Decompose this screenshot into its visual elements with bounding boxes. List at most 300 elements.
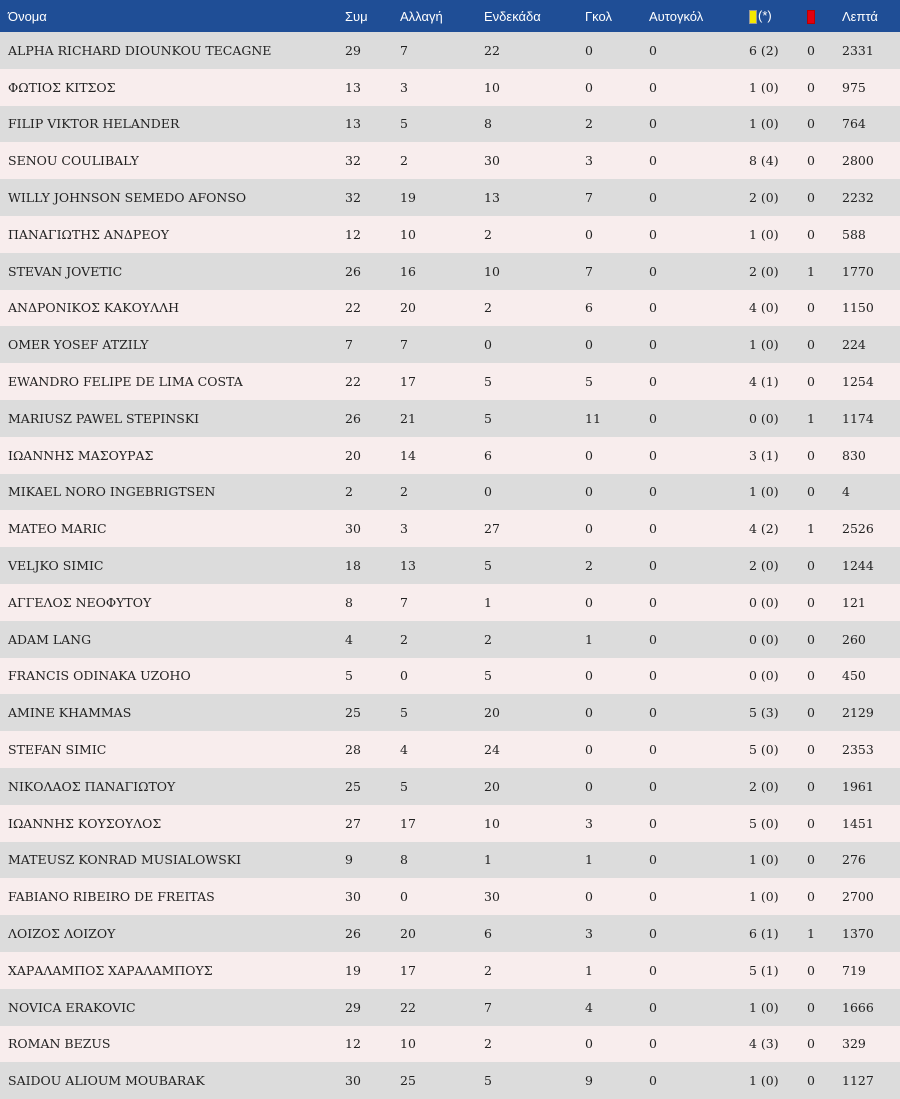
- cell-goals: 6: [577, 290, 641, 327]
- cell-sub: 14: [392, 437, 476, 474]
- cell-yellow: 8 (4): [741, 142, 799, 179]
- cell-own-goals: 0: [641, 179, 741, 216]
- cell-name[interactable]: MIKAEL NORO INGEBRIGTSEN: [0, 474, 337, 511]
- cell-name[interactable]: STEFAN SIMIC: [0, 731, 337, 768]
- cell-own-goals: 0: [641, 290, 741, 327]
- table-row: [0, 253, 900, 290]
- cell-red: 0: [799, 32, 834, 69]
- cell-minutes: 224: [834, 326, 900, 363]
- cell-starting: 1: [476, 842, 577, 879]
- cell-yellow: 6 (2): [741, 32, 799, 69]
- cell-sub: 17: [392, 805, 476, 842]
- cell-name[interactable]: ΦΩΤΙΟΣ ΚΙΤΣΟΣ: [0, 69, 337, 106]
- table-row: [0, 694, 900, 731]
- cell-apps: 8: [337, 584, 392, 621]
- cell-sub: 20: [392, 915, 476, 952]
- table-row: [0, 658, 900, 695]
- cell-starting: 10: [476, 253, 577, 290]
- cell-name[interactable]: SENOU COULIBALY: [0, 142, 337, 179]
- cell-minutes: 2700: [834, 878, 900, 915]
- cell-starting: 0: [476, 326, 577, 363]
- cell-apps: 12: [337, 216, 392, 253]
- cell-yellow: 4 (1): [741, 363, 799, 400]
- cell-name[interactable]: MATEO MARIC: [0, 510, 337, 547]
- cell-goals: 3: [577, 915, 641, 952]
- cell-sub: 5: [392, 768, 476, 805]
- cell-red: 0: [799, 437, 834, 474]
- cell-minutes: 2331: [834, 32, 900, 69]
- table-row: [0, 474, 900, 511]
- cell-minutes: 1150: [834, 290, 900, 327]
- cell-own-goals: 0: [641, 658, 741, 695]
- cell-name[interactable]: ΛΟΙΖΟΣ ΛΟΙΖΟΥ: [0, 915, 337, 952]
- cell-starting: 0: [476, 474, 577, 511]
- cell-goals: 1: [577, 621, 641, 658]
- cell-red: 1: [799, 915, 834, 952]
- cell-name[interactable]: ΙΩΑΝΝΗΣ ΚΟΥΣΟΥΛΟΣ: [0, 805, 337, 842]
- cell-minutes: 764: [834, 106, 900, 143]
- cell-red: 0: [799, 1026, 834, 1063]
- cell-red: 0: [799, 842, 834, 879]
- cell-red: 0: [799, 106, 834, 143]
- cell-minutes: 1254: [834, 363, 900, 400]
- cell-goals: 0: [577, 694, 641, 731]
- cell-yellow: 5 (1): [741, 952, 799, 989]
- cell-starting: 6: [476, 437, 577, 474]
- table-row: [0, 69, 900, 106]
- red-card-icon: [807, 10, 815, 24]
- cell-goals: 2: [577, 106, 641, 143]
- cell-starting: 2: [476, 216, 577, 253]
- cell-goals: 0: [577, 474, 641, 511]
- cell-starting: 10: [476, 805, 577, 842]
- cell-apps: 29: [337, 989, 392, 1026]
- cell-apps: 29: [337, 32, 392, 69]
- cell-goals: 9: [577, 1062, 641, 1099]
- cell-name[interactable]: ΠΑΝΑΓΙΩΤΗΣ ΑΝΔΡΕΟΥ: [0, 216, 337, 253]
- cell-own-goals: 0: [641, 621, 741, 658]
- table-row: [0, 584, 900, 621]
- cell-red: 0: [799, 326, 834, 363]
- table-row: [0, 326, 900, 363]
- table-row: [0, 142, 900, 179]
- table-row: [0, 621, 900, 658]
- cell-yellow: 1 (0): [741, 474, 799, 511]
- cell-yellow: 1 (0): [741, 842, 799, 879]
- cell-red: 1: [799, 510, 834, 547]
- cell-name[interactable]: ΧΑΡΑΛΑΜΠΟΣ ΧΑΡΑΛΑΜΠΟΥΣ: [0, 952, 337, 989]
- cell-yellow: 1 (0): [741, 69, 799, 106]
- cell-name[interactable]: NOVICA ERAKOVIC: [0, 989, 337, 1026]
- cell-starting: 27: [476, 510, 577, 547]
- cell-starting: 2: [476, 952, 577, 989]
- cell-apps: 32: [337, 179, 392, 216]
- cell-yellow: 0 (0): [741, 621, 799, 658]
- cell-starting: 7: [476, 989, 577, 1026]
- cell-yellow: 5 (3): [741, 694, 799, 731]
- cell-yellow: 1 (0): [741, 106, 799, 143]
- cell-red: 0: [799, 216, 834, 253]
- cell-red: 0: [799, 290, 834, 327]
- cell-sub: 17: [392, 363, 476, 400]
- table-row: [0, 768, 900, 805]
- cell-goals: 0: [577, 437, 641, 474]
- cell-red: 0: [799, 878, 834, 915]
- cell-goals: 1: [577, 842, 641, 879]
- cell-minutes: 329: [834, 1026, 900, 1063]
- cell-sub: 0: [392, 878, 476, 915]
- cell-own-goals: 0: [641, 842, 741, 879]
- cell-apps: 26: [337, 400, 392, 437]
- cell-sub: 7: [392, 326, 476, 363]
- cell-yellow: 3 (1): [741, 437, 799, 474]
- cell-name[interactable]: ALPHA RICHARD DIOUNKOU TECAGNE: [0, 32, 337, 69]
- cell-sub: 5: [392, 694, 476, 731]
- cell-apps: 30: [337, 1062, 392, 1099]
- cell-minutes: 450: [834, 658, 900, 695]
- cell-red: 0: [799, 1062, 834, 1099]
- cell-apps: 26: [337, 253, 392, 290]
- cell-apps: 2: [337, 474, 392, 511]
- header-starting[interactable]: Ενδεκάδα: [476, 0, 577, 32]
- cell-red: 0: [799, 694, 834, 731]
- cell-own-goals: 0: [641, 768, 741, 805]
- cell-red: 0: [799, 989, 834, 1026]
- cell-minutes: 1666: [834, 989, 900, 1026]
- table-row: [0, 731, 900, 768]
- cell-name[interactable]: ΝΙΚΟΛΑΟΣ ΠΑΝΑΓΙΩΤΟΥ: [0, 768, 337, 805]
- cell-name[interactable]: VELJKO SIMIC: [0, 547, 337, 584]
- cell-apps: 32: [337, 142, 392, 179]
- cell-goals: 0: [577, 216, 641, 253]
- cell-starting: 5: [476, 363, 577, 400]
- cell-goals: 7: [577, 179, 641, 216]
- cell-own-goals: 0: [641, 400, 741, 437]
- cell-sub: 2: [392, 621, 476, 658]
- cell-name[interactable]: AMINE KHAMMAS: [0, 694, 337, 731]
- header-minutes[interactable]: Λεπτά: [834, 0, 900, 32]
- table-row: [0, 547, 900, 584]
- table-row: [0, 106, 900, 143]
- cell-starting: 5: [476, 658, 577, 695]
- header-yellow-note: (*): [758, 8, 772, 24]
- cell-goals: 1: [577, 952, 641, 989]
- cell-red: 0: [799, 363, 834, 400]
- cell-own-goals: 0: [641, 253, 741, 290]
- cell-own-goals: 0: [641, 474, 741, 511]
- cell-own-goals: 0: [641, 694, 741, 731]
- cell-own-goals: 0: [641, 805, 741, 842]
- cell-red: 0: [799, 952, 834, 989]
- cell-yellow: 1 (0): [741, 878, 799, 915]
- cell-starting: 30: [476, 878, 577, 915]
- cell-yellow: 4 (0): [741, 290, 799, 327]
- table-row: [0, 952, 900, 989]
- cell-sub: 10: [392, 216, 476, 253]
- cell-starting: 20: [476, 694, 577, 731]
- cell-starting: 5: [476, 400, 577, 437]
- cell-yellow: 4 (2): [741, 510, 799, 547]
- cell-starting: 2: [476, 1026, 577, 1063]
- cell-starting: 6: [476, 915, 577, 952]
- cell-sub: 2: [392, 474, 476, 511]
- cell-apps: 4: [337, 621, 392, 658]
- cell-name[interactable]: ROMAN BEZUS: [0, 1026, 337, 1063]
- cell-starting: 22: [476, 32, 577, 69]
- cell-yellow: 1 (0): [741, 326, 799, 363]
- cell-yellow: 1 (0): [741, 216, 799, 253]
- cell-goals: 0: [577, 768, 641, 805]
- cell-starting: 13: [476, 179, 577, 216]
- cell-minutes: 2526: [834, 510, 900, 547]
- cell-apps: 12: [337, 1026, 392, 1063]
- table-row: [0, 179, 900, 216]
- cell-minutes: 2353: [834, 731, 900, 768]
- cell-own-goals: 0: [641, 952, 741, 989]
- cell-starting: 20: [476, 768, 577, 805]
- cell-sub: 21: [392, 400, 476, 437]
- cell-own-goals: 0: [641, 437, 741, 474]
- cell-own-goals: 0: [641, 326, 741, 363]
- cell-sub: 16: [392, 253, 476, 290]
- table-row: [0, 1026, 900, 1063]
- cell-own-goals: 0: [641, 878, 741, 915]
- cell-red: 0: [799, 547, 834, 584]
- cell-minutes: 719: [834, 952, 900, 989]
- header-apps[interactable]: Συμ: [337, 0, 392, 32]
- cell-yellow: 2 (0): [741, 179, 799, 216]
- cell-name[interactable]: MARIUSZ PAWEL STEPINSKI: [0, 400, 337, 437]
- cell-apps: 30: [337, 878, 392, 915]
- cell-apps: 30: [337, 510, 392, 547]
- cell-own-goals: 0: [641, 216, 741, 253]
- cell-red: 0: [799, 69, 834, 106]
- cell-apps: 25: [337, 768, 392, 805]
- cell-sub: 22: [392, 989, 476, 1026]
- cell-sub: 25: [392, 1062, 476, 1099]
- cell-sub: 5: [392, 106, 476, 143]
- cell-minutes: 276: [834, 842, 900, 879]
- cell-minutes: 2232: [834, 179, 900, 216]
- cell-minutes: 1451: [834, 805, 900, 842]
- cell-goals: 4: [577, 989, 641, 1026]
- cell-yellow: 1 (0): [741, 1062, 799, 1099]
- yellow-card-icon: [749, 10, 757, 24]
- cell-sub: 3: [392, 69, 476, 106]
- cell-minutes: 1961: [834, 768, 900, 805]
- cell-starting: 5: [476, 547, 577, 584]
- cell-name[interactable]: OMER YOSEF ATZILY: [0, 326, 337, 363]
- header-red-cards[interactable]: [799, 0, 834, 32]
- cell-goals: 0: [577, 1026, 641, 1063]
- cell-own-goals: 0: [641, 32, 741, 69]
- table-body: [0, 32, 900, 1099]
- cell-sub: 8: [392, 842, 476, 879]
- cell-minutes: 588: [834, 216, 900, 253]
- cell-name[interactable]: SAIDOU ALIOUM MOUBARAK: [0, 1062, 337, 1099]
- cell-sub: 19: [392, 179, 476, 216]
- cell-goals: 0: [577, 658, 641, 695]
- cell-yellow: 0 (0): [741, 584, 799, 621]
- cell-minutes: 830: [834, 437, 900, 474]
- cell-sub: 3: [392, 510, 476, 547]
- header-own-goals[interactable]: Αυτογκόλ: [641, 0, 741, 32]
- cell-sub: 2: [392, 142, 476, 179]
- cell-goals: 3: [577, 805, 641, 842]
- cell-yellow: 4 (3): [741, 1026, 799, 1063]
- cell-goals: 0: [577, 731, 641, 768]
- cell-red: 0: [799, 658, 834, 695]
- cell-starting: 1: [476, 584, 577, 621]
- cell-name[interactable]: STEVAN JOVETIC: [0, 253, 337, 290]
- table-row: [0, 32, 900, 69]
- cell-yellow: 0 (0): [741, 400, 799, 437]
- cell-red: 0: [799, 474, 834, 511]
- cell-goals: 7: [577, 253, 641, 290]
- cell-goals: 5: [577, 363, 641, 400]
- cell-own-goals: 0: [641, 915, 741, 952]
- cell-own-goals: 0: [641, 142, 741, 179]
- cell-minutes: 1244: [834, 547, 900, 584]
- cell-apps: 22: [337, 290, 392, 327]
- table-row: [0, 363, 900, 400]
- cell-red: 1: [799, 253, 834, 290]
- header-name[interactable]: Όνομα: [0, 0, 337, 32]
- table-row: [0, 216, 900, 253]
- cell-red: 0: [799, 768, 834, 805]
- table-row: [0, 915, 900, 952]
- cell-minutes: 1370: [834, 915, 900, 952]
- cell-goals: 0: [577, 326, 641, 363]
- cell-goals: 2: [577, 547, 641, 584]
- cell-red: 0: [799, 731, 834, 768]
- cell-own-goals: 0: [641, 1062, 741, 1099]
- cell-starting: 5: [476, 1062, 577, 1099]
- cell-minutes: 4: [834, 474, 900, 511]
- cell-apps: 19: [337, 952, 392, 989]
- cell-starting: 30: [476, 142, 577, 179]
- cell-yellow: 5 (0): [741, 805, 799, 842]
- cell-minutes: 1127: [834, 1062, 900, 1099]
- cell-minutes: 975: [834, 69, 900, 106]
- cell-name[interactable]: WILLY JOHNSON SEMEDO AFONSO: [0, 179, 337, 216]
- cell-own-goals: 0: [641, 989, 741, 1026]
- cell-goals: 0: [577, 32, 641, 69]
- cell-goals: 0: [577, 584, 641, 621]
- cell-red: 0: [799, 805, 834, 842]
- cell-minutes: 2129: [834, 694, 900, 731]
- cell-apps: 28: [337, 731, 392, 768]
- cell-goals: 0: [577, 69, 641, 106]
- cell-goals: 3: [577, 142, 641, 179]
- cell-goals: 11: [577, 400, 641, 437]
- cell-goals: 0: [577, 878, 641, 915]
- cell-goals: 0: [577, 510, 641, 547]
- cell-minutes: 1174: [834, 400, 900, 437]
- cell-red: 0: [799, 621, 834, 658]
- header-goals[interactable]: Γκολ: [577, 0, 641, 32]
- table-row: [0, 290, 900, 327]
- cell-yellow: 2 (0): [741, 253, 799, 290]
- table-row: [0, 842, 900, 879]
- cell-starting: 2: [476, 290, 577, 327]
- cell-own-goals: 0: [641, 363, 741, 400]
- cell-minutes: 121: [834, 584, 900, 621]
- cell-own-goals: 0: [641, 731, 741, 768]
- cell-apps: 26: [337, 915, 392, 952]
- cell-sub: 0: [392, 658, 476, 695]
- cell-name[interactable]: EWANDRO FELIPE DE LIMA COSTA: [0, 363, 337, 400]
- table-row: [0, 400, 900, 437]
- header-sub[interactable]: Αλλαγή: [392, 0, 476, 32]
- cell-yellow: 2 (0): [741, 547, 799, 584]
- cell-apps: 13: [337, 69, 392, 106]
- cell-minutes: 260: [834, 621, 900, 658]
- cell-minutes: 2800: [834, 142, 900, 179]
- cell-own-goals: 0: [641, 106, 741, 143]
- cell-name[interactable]: MATEUSZ KONRAD MUSIALOWSKI: [0, 842, 337, 879]
- cell-name[interactable]: ADAM LANG: [0, 621, 337, 658]
- cell-red: 0: [799, 179, 834, 216]
- cell-starting: 8: [476, 106, 577, 143]
- cell-own-goals: 0: [641, 1026, 741, 1063]
- cell-apps: 22: [337, 363, 392, 400]
- cell-sub: 20: [392, 290, 476, 327]
- cell-yellow: 1 (0): [741, 989, 799, 1026]
- cell-name[interactable]: ΑΓΓΕΛΟΣ ΝΕΟΦΥΤΟΥ: [0, 584, 337, 621]
- cell-own-goals: 0: [641, 547, 741, 584]
- cell-name[interactable]: ΙΩΑΝΝΗΣ ΜΑΣΟΥΡΑΣ: [0, 437, 337, 474]
- cell-apps: 27: [337, 805, 392, 842]
- table-row: [0, 805, 900, 842]
- cell-starting: 2: [476, 621, 577, 658]
- cell-apps: 20: [337, 437, 392, 474]
- cell-apps: 9: [337, 842, 392, 879]
- cell-sub: 4: [392, 731, 476, 768]
- cell-apps: 13: [337, 106, 392, 143]
- cell-name[interactable]: FILIP VIKTOR HELANDER: [0, 106, 337, 143]
- cell-own-goals: 0: [641, 584, 741, 621]
- cell-apps: 25: [337, 694, 392, 731]
- cell-sub: 7: [392, 32, 476, 69]
- cell-starting: 24: [476, 731, 577, 768]
- cell-yellow: 6 (1): [741, 915, 799, 952]
- cell-name[interactable]: ΑΝΔΡΟΝΙΚΟΣ ΚΑΚΟΥΛΛΗ: [0, 290, 337, 327]
- cell-sub: 17: [392, 952, 476, 989]
- cell-yellow: 2 (0): [741, 768, 799, 805]
- cell-name[interactable]: FRANCIS ODINAKA UZOHO: [0, 658, 337, 695]
- cell-yellow: 5 (0): [741, 731, 799, 768]
- header-yellow-cards[interactable]: [741, 0, 799, 32]
- table-row: [0, 510, 900, 547]
- cell-apps: 7: [337, 326, 392, 363]
- cell-minutes: 1770: [834, 253, 900, 290]
- cell-red: 0: [799, 142, 834, 179]
- table-row: [0, 1062, 900, 1099]
- table-row: [0, 878, 900, 915]
- cell-own-goals: 0: [641, 69, 741, 106]
- cell-sub: 10: [392, 1026, 476, 1063]
- table-header-row: [0, 0, 900, 32]
- cell-red: 1: [799, 400, 834, 437]
- cell-sub: 13: [392, 547, 476, 584]
- cell-apps: 5: [337, 658, 392, 695]
- cell-own-goals: 0: [641, 510, 741, 547]
- cell-name[interactable]: FABIANO RIBEIRO DE FREITAS: [0, 878, 337, 915]
- table-row: [0, 989, 900, 1026]
- cell-red: 0: [799, 584, 834, 621]
- cell-starting: 10: [476, 69, 577, 106]
